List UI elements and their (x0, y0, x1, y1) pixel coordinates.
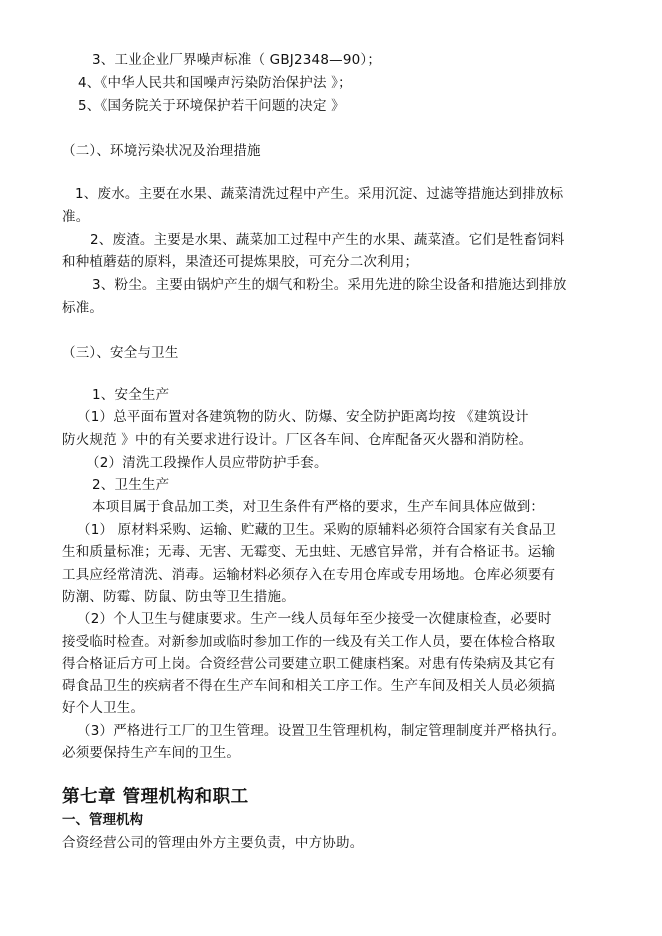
paragraph-line: 本项目属于食品加工类，对卫生条件有严格的要求，生产车间具体应做到： (92, 499, 545, 515)
paragraph-line: 得合格证后方可上岗。合资经营公司要建立职工健康档案。对患有传染病及其它有 (62, 656, 556, 672)
chapter-title: 第七章 管理机构和职工 (62, 787, 249, 807)
paragraph-line: （2）个人卫生与健康要求。生产一线人员每年至少接受一次健康检查，必要时 (77, 611, 552, 627)
section-title-environment: （二）、环境污染状况及治理措施 (62, 143, 261, 159)
paragraph-line: 1、废水。主要在水果、蔬菜清洗过程中产生。采用沉淀、过滤等措施达到排放标 (75, 186, 564, 202)
paragraph-line: 防潮、防霉、防鼠、防虫等卫生措施。 (62, 589, 295, 605)
subsection-title-safety-production: 1、安全生产 (92, 387, 170, 403)
paragraph-line: 好个人卫生。 (62, 700, 145, 716)
paragraph-line: 3、粉尘。主要由锅炉产生的烟气和粉尘。采用先进的除尘设备和措施达到排放 (92, 277, 567, 293)
paragraph-line: 合资经营公司的管理由外方主要负责，中方协助。 (62, 835, 364, 851)
paragraph-line: 准。 (62, 209, 90, 225)
paragraph-line: （1） 原材料采购、运输、贮藏的卫生。采购的原辅料必须符合国家有关食品卫 (77, 522, 557, 538)
paragraph-line: 接受临时检查。对新参加或临时参加工作的一线及有关工作人员，要在体检合格取 (62, 634, 556, 650)
paragraph-line: 工具应经常清洗、消毒。运输材料必须存入在专用仓库或专用场地。仓库必须要有 (62, 567, 556, 583)
standard-item-4: 4、《中华人民共和国噪声污染防治保护法 》； (78, 75, 352, 91)
paragraph-line: 2、废渣。主要是水果、蔬菜加工过程中产生的水果、蔬菜渣。它们是牲畜饲料 (90, 232, 565, 248)
section-title-management: 一、管理机构 (62, 812, 143, 828)
paragraph-line: （1）总平面布置对各建筑物的防火、防爆、安全防护距离均按 《建筑设计 (77, 409, 529, 425)
standard-item-3: 3、工业企业厂界噪声标准（ GBJ2348—90）； (92, 52, 382, 68)
standard-item-5: 5、《国务院关于环境保护若干问题的决定 》 (78, 98, 345, 114)
paragraph-line: 和种植蘑菇的原料，果渣还可提炼果胶，可充分二次利用； (62, 254, 419, 270)
paragraph-line: （3）严格进行工厂的卫生管理。设置卫生管理机构，制定管理制度并严格执行。 (77, 723, 566, 739)
paragraph-line: （2）清洗工段操作人员应带防护手套。 (86, 455, 328, 471)
subsection-title-hygiene: 2、卫生生产 (92, 477, 170, 493)
section-title-safety: （三）、安全与卫生 (62, 345, 179, 361)
paragraph-line: 生和质量标准；无毒、无害、无霉变、无虫蛀、无感官异常，并有合格证书。运输 (62, 544, 556, 560)
paragraph-line: 防火规范 》中的有关要求进行设计。厂区各车间、仓库配备灭火器和消防栓。 (62, 432, 533, 448)
paragraph-line: 碍食品卫生的疾病者不得在生产车间和相关工序工作。生产车间及相关人员必须搞 (62, 678, 556, 694)
paragraph-line: 标准。 (62, 300, 104, 316)
paragraph-line: 必须要保持生产车间的卫生。 (62, 745, 241, 761)
